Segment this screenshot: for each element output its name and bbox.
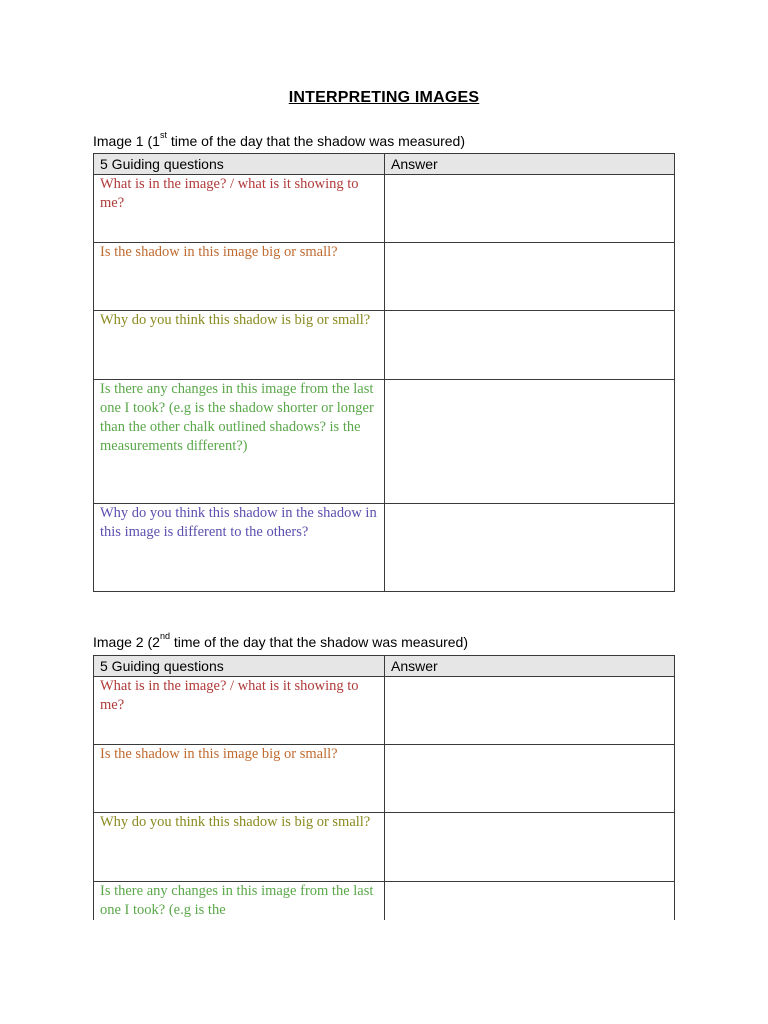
question-cell: Is the shadow in this image big or small?	[94, 745, 385, 813]
table-row	[94, 243, 675, 311]
answer-cell[interactable]	[385, 175, 675, 243]
question-cell: Why do you think this shadow is big or small?	[94, 311, 385, 380]
heading-prefix: Image 1 (1	[93, 133, 160, 149]
question-cell: Why do you think this shadow in the shadow in this image is different to the others?	[94, 504, 385, 592]
heading-superscript: st	[159, 130, 167, 140]
question-cell: Is there any changes in this image from the last one I took? (e.g is the shadow shorter or longer than the other chalk outlined shadows? is the measurements different?)	[94, 380, 385, 504]
questions-table-image-1	[93, 153, 675, 592]
table-row	[94, 311, 675, 380]
table-row	[94, 813, 675, 882]
section-heading-image-2	[93, 631, 468, 650]
table-row	[94, 175, 675, 243]
question-cell: What is in the image? / what is it showing to me?	[94, 175, 385, 243]
column-header-answer: Answer	[385, 656, 675, 677]
question-cell: Is there any changes in this image from the last one I took? (e.g is the	[94, 882, 385, 921]
answer-cell[interactable]	[385, 311, 675, 380]
table-row	[94, 882, 675, 921]
questions-table-image-2	[93, 676, 675, 920]
answer-cell[interactable]	[385, 243, 675, 311]
heading-superscript: nd	[159, 631, 170, 641]
heading-prefix: Image 2 (2	[93, 634, 160, 650]
answer-cell[interactable]	[385, 882, 675, 921]
column-header-questions: 5 Guiding questions	[94, 656, 385, 677]
table-row	[94, 677, 675, 745]
answer-cell[interactable]	[385, 380, 675, 504]
question-cell: Why do you think this shadow is big or small?	[94, 813, 385, 882]
section-heading-image-1	[93, 130, 465, 149]
table-header-row	[94, 154, 675, 175]
answer-cell[interactable]	[385, 813, 675, 882]
table-row	[94, 504, 675, 592]
column-header-questions: 5 Guiding questions	[94, 154, 385, 175]
table-header-row	[94, 656, 675, 677]
answer-cell[interactable]	[385, 745, 675, 813]
answer-cell[interactable]	[385, 677, 675, 745]
heading-suffix: time of the day that the shadow was measured)	[169, 634, 468, 650]
table-row	[94, 380, 675, 504]
table-row	[94, 745, 675, 813]
answer-cell[interactable]	[385, 504, 675, 592]
questions-table-image-2-body	[93, 676, 675, 920]
page-title: INTERPRETING IMAGES	[288, 89, 480, 106]
questions-table-image-2-header	[93, 655, 675, 677]
question-cell: What is in the image? / what is it showing to me?	[94, 677, 385, 745]
heading-suffix: time of the day that the shadow was measured)	[166, 133, 465, 149]
question-cell: Is the shadow in this image big or small?	[94, 243, 385, 311]
column-header-answer: Answer	[385, 154, 675, 175]
